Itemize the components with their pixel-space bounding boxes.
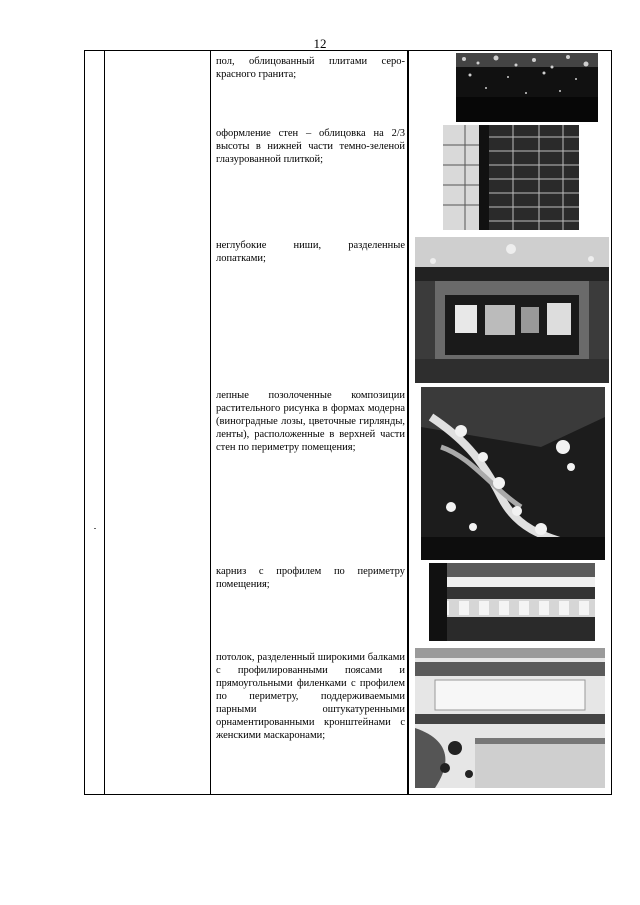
cornice-photo (429, 563, 595, 641)
scan-mark (94, 528, 96, 529)
ceiling-beams-photo (415, 648, 605, 788)
column-divider (104, 51, 105, 794)
column-divider (210, 51, 211, 794)
glazed-tile-wall-photo (443, 125, 579, 230)
granite-floor-photo (456, 53, 598, 122)
row-text-cornice: карниз с профилем по периметру помещения; (216, 566, 405, 590)
row-text-stucco: лепные позолоченные композиции растительного рисунка в формах модерна (виноградные лозы, цветочные гирлянды, ленты), расположенные в верхней части стен по периметру помещения; (216, 390, 405, 453)
niches-photo (415, 237, 609, 383)
row-text-walls: оформление стен – облицовка на 2/3 высоты в нижней части темно-зеленой глазурованной плиткой; (216, 128, 405, 165)
row-text-ceiling: потолок, разделенный широкими балками с профилированными поясами и прямоугольными филенками с профилем по периметру, поддерживаемыми парными оштукатуренными орнаментированными кронштейнами с женскими маскаронами; (216, 652, 405, 741)
page-number: 12 (313, 36, 327, 51)
row-text-floor: пол, облицованный плитами серо-красного гранита; (216, 56, 405, 80)
row-text-niches: неглубокие ниши, разделенные лопатками; (216, 240, 405, 264)
gilded-stucco-photo (421, 387, 605, 560)
column-divider (407, 51, 409, 794)
description-table (84, 50, 612, 795)
